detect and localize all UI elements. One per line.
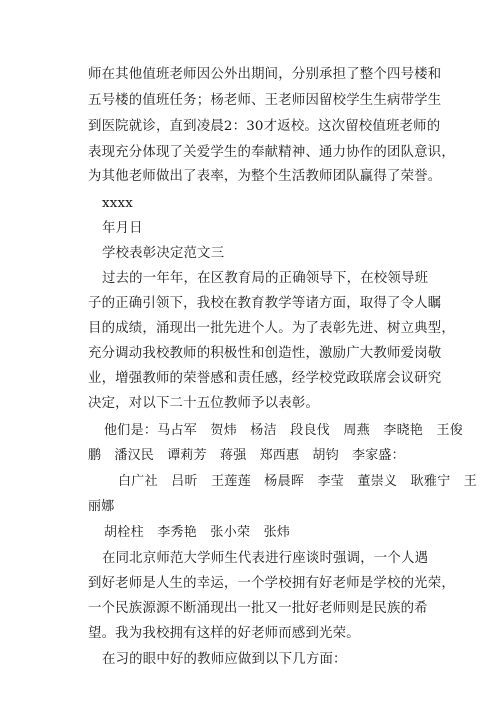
date-line: 年月日 [102, 221, 143, 236]
honoree-list-line: 白广社 吕昕 王莲莲 杨晨晖 李莹 董崇义 耿雅宁 王 [118, 474, 478, 489]
honoree-list-line: 胡栓柱 李秀艳 张小荣 张炜 [104, 525, 291, 540]
paragraph-line: 师在其他值班老师因公外出期间，分别承担了整个四号楼和 [88, 67, 442, 82]
honoree-list-line: 丽娜 [88, 499, 115, 514]
paragraph-line: 望。我为我校拥有这样的好老师而感到光荣。 [88, 626, 360, 641]
paragraph-line: 五号楼的值班任务；杨老师、王老师因留校学生生病带学生 [88, 93, 442, 108]
paragraph-line: 在同北京师范大学师生代表进行座谈时强调，一个人遇 [102, 551, 429, 566]
paragraph-line: 到医院就诊，直到凌晨2：30才返校。这次留校值班老师的 [88, 119, 441, 134]
section-title: 学校表彰决定范文三 [102, 246, 225, 261]
paragraph-line: 业，增强教师的荣誉感和责任感，经学校党政联席会议研究 [88, 371, 442, 386]
paragraph-line: 在习的眼中好的教师应做到以下几方面： [102, 652, 347, 667]
paragraph-line: 子的正确引领下，我校在教育教学等诸方面，取得了令人瞩 [88, 296, 442, 311]
paragraph-line: 目的成绩，涌现出一批先进个人。为了表彰先进、树立典型， [88, 321, 455, 336]
paragraph-line: 到好老师是人生的幸运，一个学校拥有好老师是学校的光荣， [88, 576, 455, 591]
paragraph-line: 决定，对以下二十五位教师予以表彰。 [88, 396, 320, 411]
honoree-list-line: 他们是：马占军 贺炜 杨洁 段良伐 周燕 李晓艳 王俊 [104, 423, 464, 438]
paragraph-line: 一个民族源源不断涌现出一批又一批好老师则是民族的希 [88, 601, 428, 616]
paragraph-line: 过去的一年年，在区教育局的正确领导下，在校领导班 [102, 271, 429, 286]
paragraph-line: 充分调动我校教师的积极性和创造性，激励广大教师爱岗敬 [88, 346, 442, 361]
honoree-list-line: 鹏 潘汉民 谭莉芳 蒋强 郑西惠 胡钧 李家盛： [88, 448, 405, 463]
paragraph-line: 为其他老师做出了表率，为整个生活教师团队赢得了荣誉。 [88, 169, 442, 184]
paragraph-line: 表现充分体现了关爱学生的奉献精神、通力协作的团队意识， [88, 145, 455, 160]
signature-placeholder: xxxx [102, 196, 134, 211]
